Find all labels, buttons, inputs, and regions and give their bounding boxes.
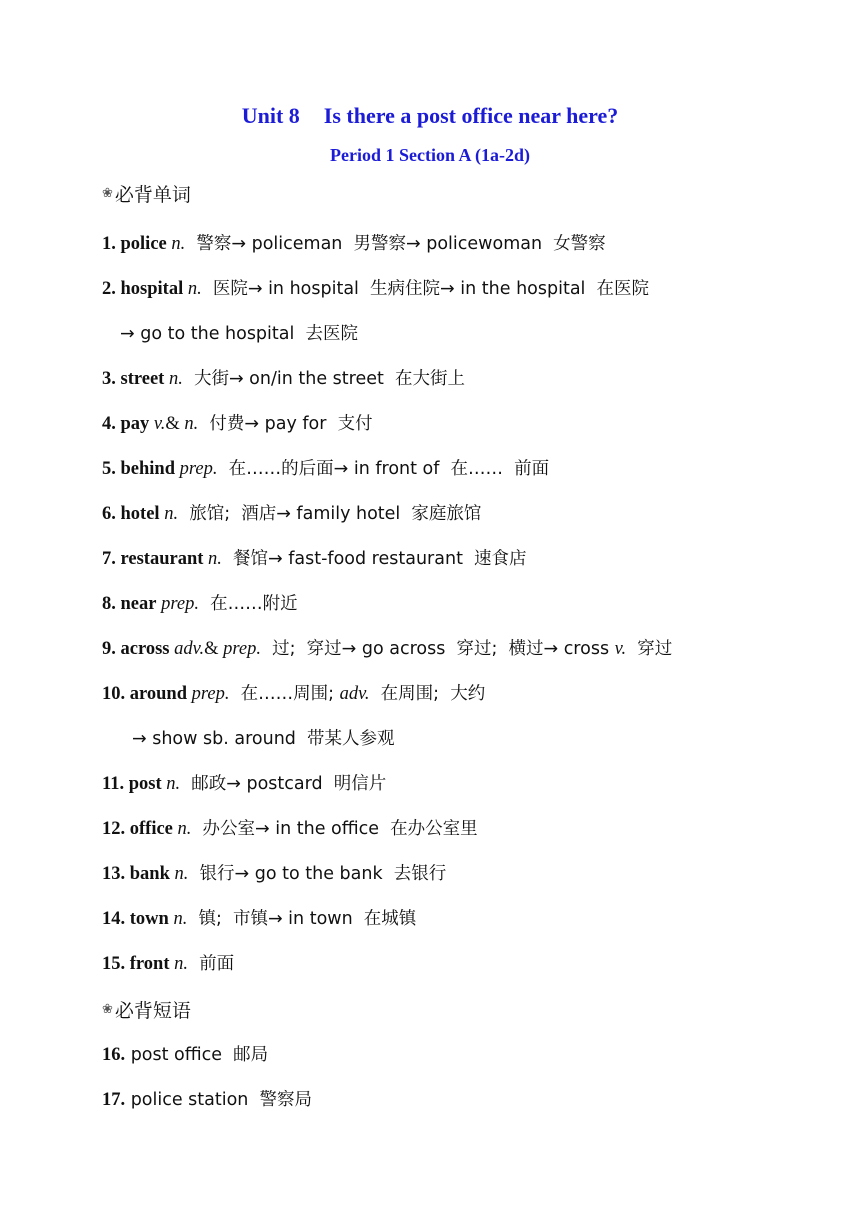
item-meaning: 银行→ go to the bank 去银行 <box>188 864 447 884</box>
phrases-heading <box>102 996 191 1023</box>
item-number: 14. <box>102 909 126 929</box>
item-conjunction: & <box>165 414 185 434</box>
item-pos: n. <box>208 549 222 569</box>
flower-icon: ❀ <box>102 1002 113 1017</box>
item-word: across <box>120 639 170 659</box>
item-meaning: 前面 <box>188 954 235 974</box>
item-number: 6. <box>102 504 116 524</box>
item-word: behind <box>120 459 176 479</box>
item-number: 13. <box>102 864 126 884</box>
phrase-item <box>102 1086 312 1111</box>
item-meaning: 餐馆→ fast-food restaurant 速食店 <box>221 549 527 569</box>
list-item <box>102 275 649 300</box>
list-item <box>102 950 234 975</box>
item-word: post <box>128 774 162 794</box>
item-meaning: → show sb. around 带某人参观 <box>132 729 395 749</box>
item-number: 8. <box>102 594 116 614</box>
item-number: 3. <box>102 369 116 389</box>
list-item <box>102 590 298 615</box>
list-item-continuation <box>120 320 358 345</box>
words-heading <box>102 180 191 207</box>
item-meaning: 在周围; 大约 <box>369 684 486 704</box>
list-item <box>102 635 672 660</box>
list-item <box>102 860 446 885</box>
item-meaning: 医院→ in hospital 生病住院→ in the hospital 在医院 <box>201 279 650 299</box>
item-word: office <box>129 819 173 839</box>
item-number: 16. <box>102 1045 126 1065</box>
unit-question: Is there a post office near here? <box>323 103 619 128</box>
phrase-item <box>102 1041 268 1066</box>
item-word: town <box>129 909 169 929</box>
item-meaning: 办公室→ in the office 在办公室里 <box>191 819 478 839</box>
phrase-text: post office 邮局 <box>125 1045 269 1065</box>
item-pos: v. <box>153 414 166 434</box>
list-item <box>102 230 606 255</box>
item-meaning: 旅馆; 酒店→ family hotel 家庭旅馆 <box>178 504 482 524</box>
item-word: restaurant <box>120 549 204 569</box>
period-title: Period 1 Section A (1a-2d) <box>330 145 530 165</box>
item-pos: adv. <box>174 639 205 659</box>
item-pos: n. <box>174 954 188 974</box>
item-word: police <box>120 234 167 254</box>
item-meaning: 在……周围; <box>229 684 340 704</box>
list-item <box>102 905 416 930</box>
list-item <box>102 410 373 435</box>
item-conjunction: & <box>204 639 224 659</box>
phrase-text: police station 警察局 <box>125 1090 313 1110</box>
unit-title <box>0 103 860 129</box>
item-meaning: 付费→ pay for 支付 <box>198 414 373 434</box>
item-pos: n. <box>171 234 186 254</box>
item-number: 17. <box>102 1090 126 1110</box>
item-word: around <box>129 684 187 704</box>
item-number: 15. <box>102 954 126 974</box>
item-meaning: 警察→ policeman 男警察→ policewoman 女警察 <box>185 234 606 254</box>
list-item <box>102 500 481 525</box>
item-number: 2. <box>102 279 116 299</box>
item-number: 7. <box>102 549 116 569</box>
item-meaning: 邮政→ postcard 明信片 <box>180 774 387 794</box>
item-pos: n. <box>168 369 183 389</box>
item-number: 12. <box>102 819 126 839</box>
item-pos: prep. <box>179 459 218 479</box>
item-number: 11. <box>102 774 125 794</box>
flower-icon: ❀ <box>102 186 113 201</box>
item-meaning: 在……的后面→ in front of 在…… 前面 <box>217 459 550 479</box>
list-item <box>102 815 478 840</box>
unit-label: Unit 8 <box>241 103 300 128</box>
item-pos: adv. <box>339 684 370 704</box>
item-pos: n. <box>174 864 189 884</box>
item-number: 9. <box>102 639 116 659</box>
item-meaning: 过; 穿过→ go across 穿过; 横过→ cross <box>260 639 615 659</box>
words-heading-label: 必背单词 <box>114 184 191 206</box>
item-pos: prep. <box>161 594 199 614</box>
list-item-continuation <box>132 725 395 750</box>
list-item <box>102 770 386 795</box>
item-number: 5. <box>102 459 116 479</box>
item-meaning: 在……附近 <box>198 594 298 614</box>
item-meaning: 大街→ on/in the street 在大街上 <box>182 369 465 389</box>
list-item <box>102 680 485 705</box>
item-number: 1. <box>102 234 116 254</box>
item-meaning: → go to the hospital 去医院 <box>120 324 358 344</box>
item-pos: prep. <box>191 684 230 704</box>
list-item <box>102 365 465 390</box>
item-pos: v. <box>614 639 627 659</box>
item-pos: n. <box>166 774 181 794</box>
item-meaning: 镇; 市镇→ in town 在城镇 <box>187 909 417 929</box>
item-pos: prep. <box>223 639 261 659</box>
list-item <box>102 545 527 570</box>
item-word: pay <box>120 414 150 434</box>
item-number: 4. <box>102 414 116 434</box>
item-pos: n. <box>184 414 199 434</box>
item-pos: n. <box>187 279 202 299</box>
item-word: near <box>120 594 157 614</box>
item-word: street <box>120 369 165 389</box>
item-word: hotel <box>120 504 160 524</box>
item-word: hospital <box>120 279 184 299</box>
item-number: 10. <box>102 684 126 704</box>
item-pos: n. <box>177 819 192 839</box>
phrases-heading-label: 必背短语 <box>114 1000 191 1022</box>
item-pos: n. <box>164 504 179 524</box>
list-item <box>102 455 549 480</box>
item-word: bank <box>129 864 170 884</box>
item-meaning: 穿过 <box>626 639 673 659</box>
item-word: front <box>129 954 170 974</box>
item-pos: n. <box>173 909 188 929</box>
